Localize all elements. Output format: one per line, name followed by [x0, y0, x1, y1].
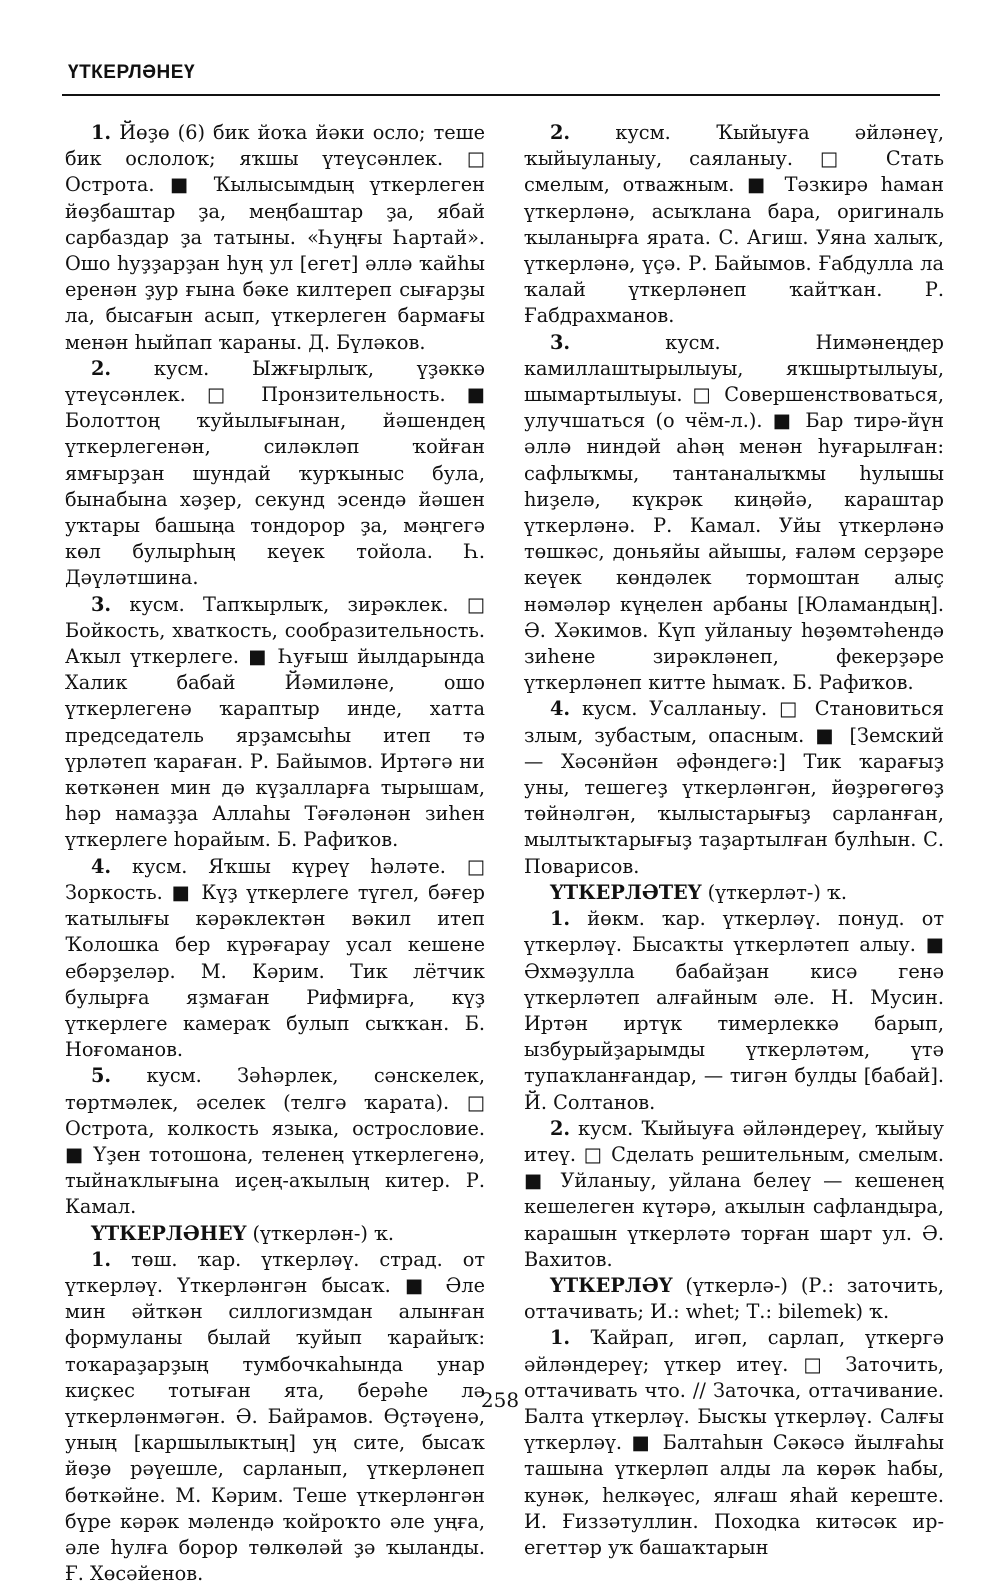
headword-entry: ҮТКЕРЛӘНЕҮ (үткерлән-) ҡ. — [91, 1221, 395, 1245]
sense-paragraph: 1. төш. ҡар. үткерләү. страд. от үткерләү. Үткерләнгән бысаҡ. ■ Әле мин әйткән силлогизмдан алынған формуланы былай ҡуйып ҡарайыҡ: тоҡараҙарҙың тумбочкаһында унар киҫкес тотыған ята, берәһе лә үткерләнмәгән. Ә. Байрамов. Өҫтәүенә, уның [каршылыктың] уң сите, бысаҡ йөҙө рәүешле, сарланып, үткерләнеп бөткәйне. М. Кәрим. Теше үткерләнгән бүре кәрәк мәлендә ҡойроҡто әле уңға, әле һулға борор төлкөләй ҙә ҡыланды. Ғ. Хөсәйенов. — [65, 1247, 485, 1586]
sense-paragraph: 5. кусм. Зәһәрлек, сәнскелек, төртмәлек, әселек (телгә ҡарата). □ Острота, колкость языка, острословие. ■ Үҙен тотошона, теленең үткерлегенә, тыйнаҡлығына иҫең-аҡылың китер. Р. Камал. — [65, 1064, 485, 1219]
left-column — [65, 120, 485, 1587]
headword: ҮТКЕРЛӘНЕҮ — [91, 1221, 247, 1245]
headword: ҮТКЕРЛӘҮ — [550, 1273, 673, 1297]
sense-paragraph: 4. кусм. Усалланыу. □ Становиться злым, зубастым, опасным. ■ [Земский — Хәсәнйән әфәндегә:] Тик ҡарағыҙ уны, тешегеҙ үткерләнгән, йөҙрөгөгөҙ төйнәлгән, ҡылыстарығыҙ сарланған, мылтыҡтарығыҙ таҙартылған булһын. С. Поварисов. — [524, 697, 944, 878]
sense-paragraph: 4. кусм. Яҡшы күреү һәләте. □ Зоркость. ■ Күҙ үткерлеге түгел, бәғер ҡатылығы кәрәклектән вәкил итеп Ҡолошка бер күрәғарау усал кешене ебәрҙеләр. М. Кәрим. Тик лётчик булырға яҙмаған Рифмирға, күҙ үткерлеге камераҡ булып сыҡҡан. Б. Ноғоманов. — [65, 854, 485, 1062]
headword-entry: ҮТКЕРЛӘҮ (үткерлә-) (Р.: заточить, оттачивать; И.: whet; Т.: bilemek) ҡ. — [524, 1273, 944, 1324]
sense-paragraph: 2. кусм. Ҡыйыуға әйләнеү, ҡыйыуланыу, саяланыу. □ Стать смелым, отважным. ■ Тәзкирә һаман үткерләнә, асыҡлана бара, оригиналь ҡыланырға ярата. С. Агиш. Уяна халыҡ, үткерләнә, үҫә. Р. Байымов. Ғабдулла ла ҡалай үткерләнеп ҡайтҡан. Р. Ғабдрахманов. — [524, 121, 944, 328]
page-number: 258 — [480, 1388, 520, 1412]
sense-paragraph: 3. кусм. Нимәнеңдер камиллаштырылыуы, яҡшыртылыуы, шымартылыуы. □ Совершенствоваться, улучшаться (о чём-л.). ■ Бар тирә-йүн әллә ниндәй аһәң менән һуғарылған: сафлыҡмы, тантаналыҡмы һулышы һиҙелә, күкрәк киңәйә, караштар үткерләнә. Р. Камал. Уйы үткерләнә төшкәс, доньяйы айышы, ғаләм серҙәре кеүек көндәлек тормоштан алыҫ нәмәләр күңелен арбаны [Юламандың]. Ә. Хәкимов. Күп уйланыу һөҙөмтәһендә зиһене зирәкләнеп, фекерҙәре үткерләнеп китте һымаҡ. Б. Рафиҡов. — [524, 330, 944, 695]
right-column — [524, 120, 944, 1561]
headword: ҮТКЕРЛӘТЕҮ — [550, 880, 702, 904]
sense-paragraph: 2. кусм. Ыжғырлыҡ, үҙәккә үтеүсәнлек. □ Пронзительность. ■ Болоттоң ҡуйылығынан, йәшендең үткерлегенән, силәкләп ҡойған ямғырҙан шундай ҡурҡыныс була, бынабына хәҙер, секунд эсендә йәшен уҡтары башыңа тондорор ҙа, мәңгегә көл булырһың кеүек тойола. Һ. Дәүләтшина. — [65, 356, 485, 590]
sense-paragraph: 1. Ҡайрап, игәп, сарлап, үткергә әйләндереү; үткер итеү. □ Заточить, оттачивать что. // Заточка, оттачивание. Балта үткерләү. Бысҡы үткерләү. Салғы үткерләү. ■ Балтаһын Сәкәсә йылғаһы ташына үткерләп алды ла көрәк һабы, кунәк, һелкәүес, ялғаш яһай кереште. И. Ғиззәтуллин. Походка китәсәк ир-егеттәр уҡ башаҡтарын — [524, 1326, 944, 1559]
sense-paragraph: 1. йөкм. ҡар. үткерләү. понуд. от үткерләү. Бысаҡты үткерләтеп алыу. ■ Әхмәҙулла бабайҙан кисә генә үткерләтеп алғайным әле. Н. Мусин. Иртән иртүк тимерлеккә барып, ызбурыйҙарымды үткерләтәм, үтә тупаҡланғандар, — тигән булды [бабай]. Й. Солтанов. — [524, 907, 944, 1114]
running-head: ҮТКЕРЛӘНЕҮ — [68, 62, 196, 83]
sense-paragraph: 1. Йөҙө (6) бик йоҡа йәки осло; теше бик ослолоҡ; яҡшы үтеүсәнлек. □ Острота. ■ Ҡылысымдың үткерлеген йөҙбаштар ҙа, меңбаштар ҙа, ябай сарбаздар ҙа татыны. «Һуңғы Һартай». Ошо һуҙҙарҙан һуң ул [егет] әллә ҡайһы еренән ҙур ғына бәке килтереп сығарҙы ла, бысағын асып, үткерлеген бармағы менән һыйпап ҡараны. Д. Бүләков. — [65, 121, 485, 354]
sense-paragraph: 2. кусм. Ҡыйыуға әйләндереү, ҡыйыу итеү. □ Сделать решительным, смелым. ■ Уйланыу, уйлана белеү — кешенең кешелеген күтәрә, аҡылын сафландыра, карашын үткерләтә торған шарт ул. Ә. Вахитов. — [524, 1116, 944, 1271]
header-rule — [62, 94, 940, 96]
sense-paragraph: 3. кусм. Тапҡырлыҡ, зирәклек. □ Бойкость, хваткость, сообразительность. Аҡыл үткерлеге. ■ Һуғыш йылдарында Халик бабай Йәмиләне, ошо үткерлегенә ҡараптыр инде, хатта председатель ярҙамсыһы итеп тә үрләтеп ҡараған. Р. Байымов. Иртәгә ни көткәнен мин дә күҙалларға тырышам, һәр намаҙҙа Аллаһы Тәғәләнән зиһен үткерлеге һорайым. Б. Рафиҡов. — [65, 592, 485, 852]
headword-entry: ҮТКЕРЛӘТЕҮ (үткерләт-) ҡ. — [550, 880, 847, 904]
